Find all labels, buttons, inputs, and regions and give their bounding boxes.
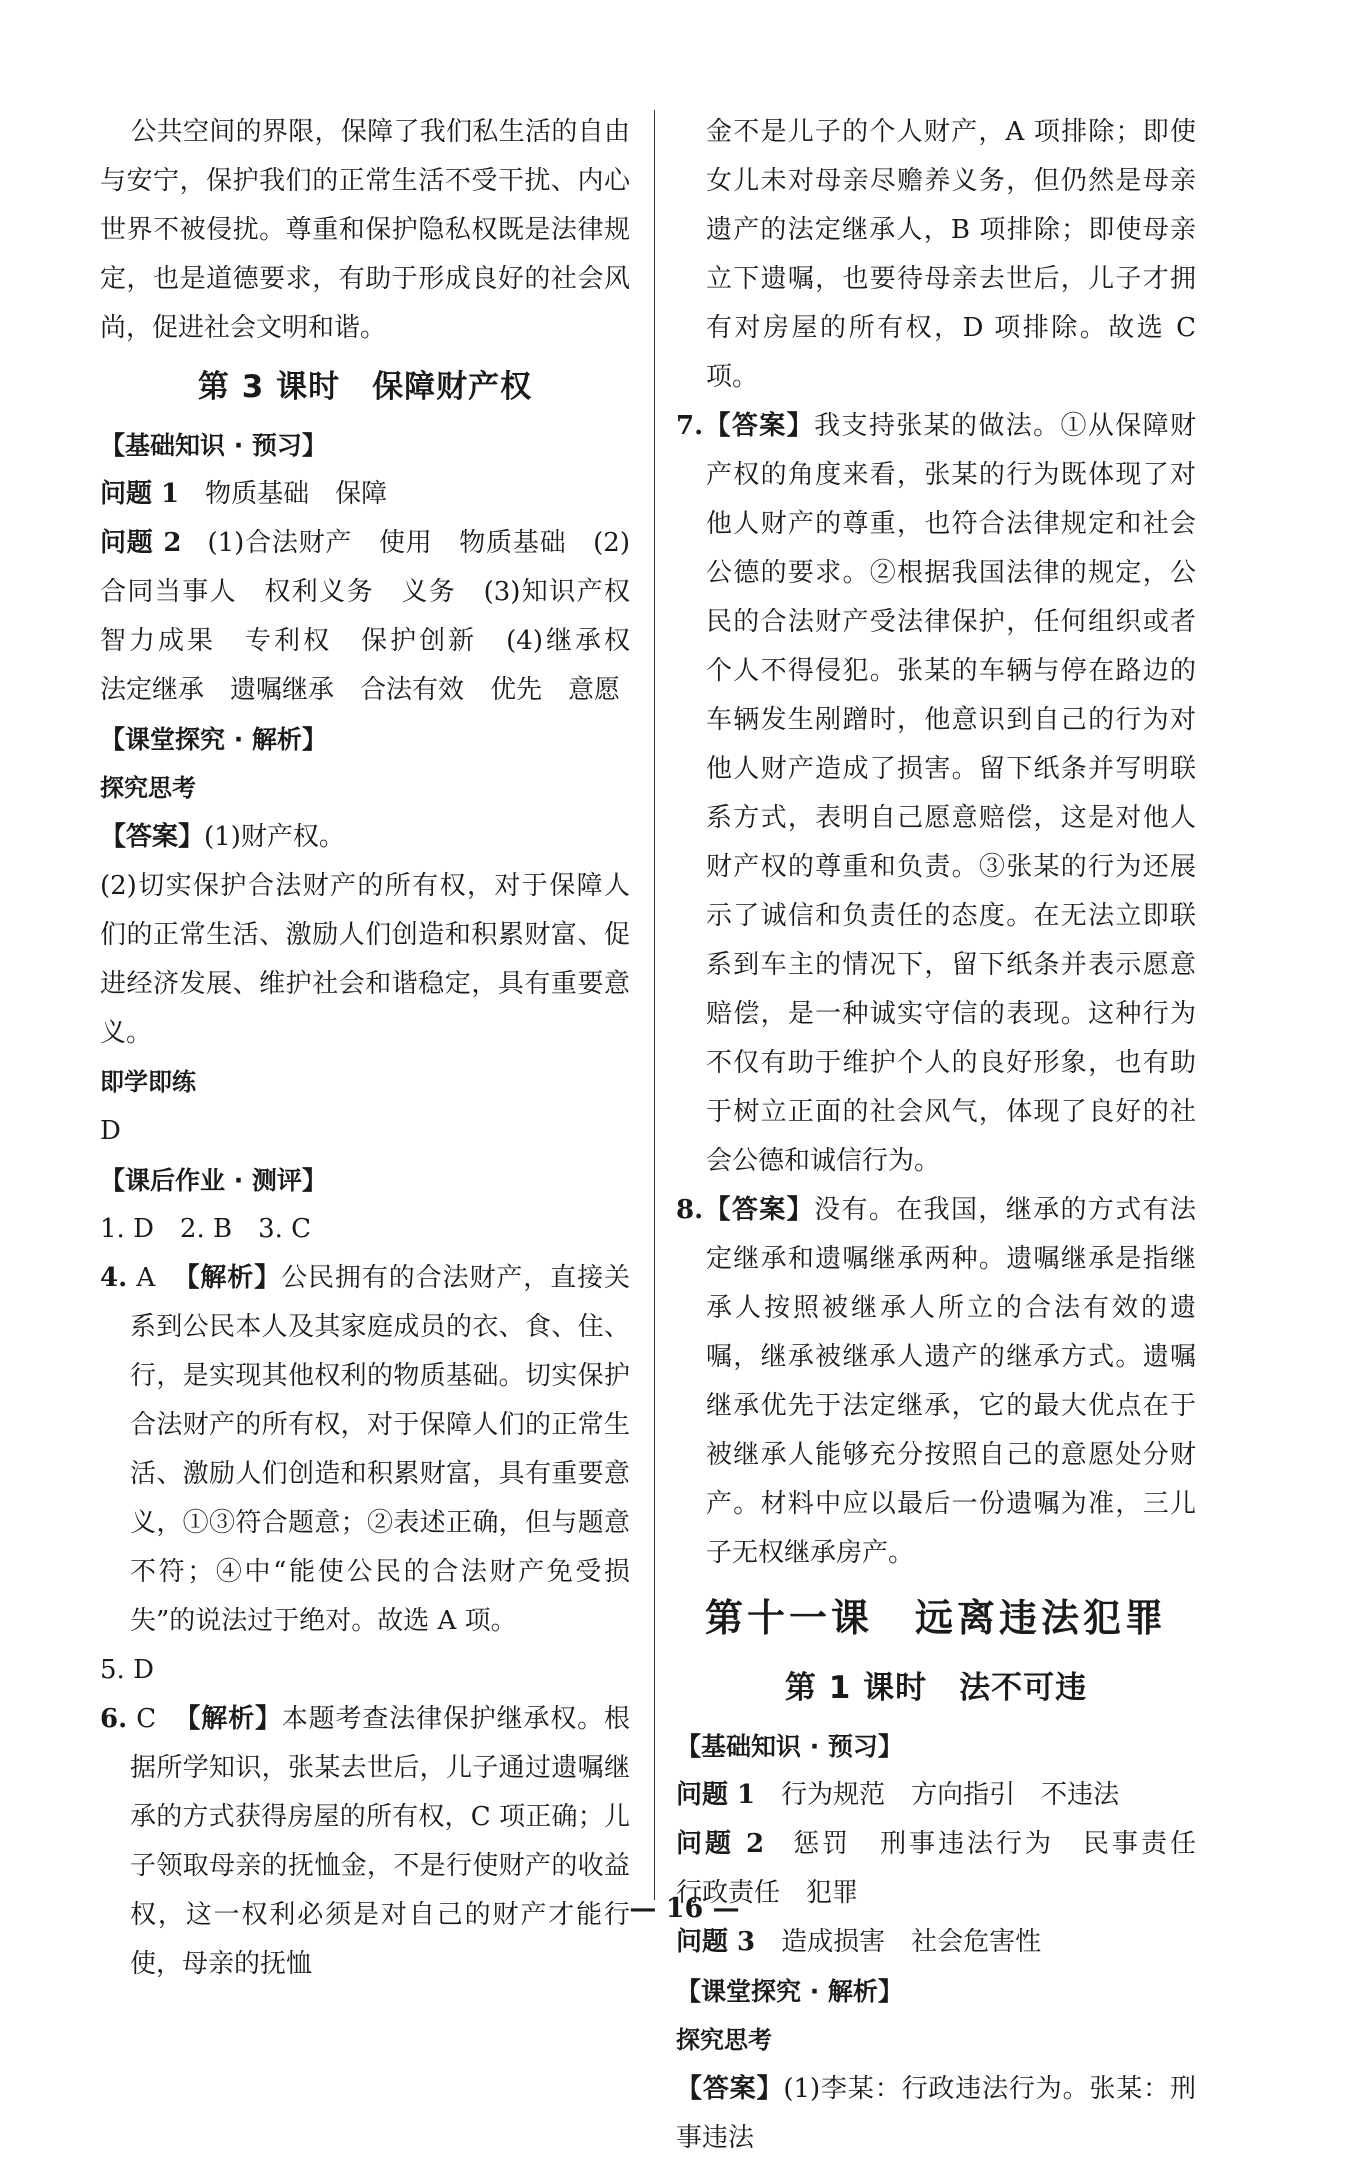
question-3-b: 问题 3 造成损害 社会危害性 (676, 1927, 1042, 1957)
unit-title: 第十一课 远离违法犯罪 (704, 1595, 1167, 1640)
explore-think-label-2: 探究思考 (676, 2026, 772, 2054)
column-divider (654, 110, 655, 1900)
explore-answer-b: 【答案】(1)李某：行政违法行为。张某：刑事违法 (676, 2074, 1196, 2153)
lesson-title: 第 3 课时 保障财产权 (197, 369, 533, 405)
explore-answer-1: 【答案】(1)财产权。 (100, 822, 345, 852)
homework-item-4: 4. A 【解析】公民拥有的合法财产，直接关系到公民本人及其家庭成员的衣、食、住、行，是实现其他权利的物质基础。切实保护合法财产的所有权，对于保障人们的正常生活、激励人们创造和积累财富，具有重要意义，①③符合题意；②表述正确，但与题意不符；④中“能使公民的合法财产免受损失”的说法过于绝对。故选 A 项。 (100, 1263, 630, 1636)
practice-label: 即学即练 (100, 1068, 196, 1096)
homework-item-8: 8.【答案】没有。在我国，继承的方式有法定继承和遗嘱继承两种。遗嘱继承是指继承人按照被继承人所立的合法有效的遗嘱，继承被继承人遗产的继承方式。遗嘱继承优先于法定继承，它的最大优点在于被继承人能够充分按照自己的意愿处分财产。材料中应以最后一份遗嘱为准，三儿子无权继承房产。 (676, 1195, 1196, 1568)
intro-paragraph: 公共空间的界限，保障了我们私生活的自由与安宁，保护我们的正常生活不受干扰、内心世界不被侵扰。尊重和保护隐私权既是法律规定，也是道德要求，有助于形成良好的社会风尚，促进社会文明和谐。 (100, 117, 630, 343)
homework-item-7: 7.【答案】我支持张某的做法。①从保障财产权的角度来看，张某的行为既体现了对他人财产的尊重，也符合法律规定和社会公德的要求。②根据我国法律的规定，公民的合法财产受法律保护，任何组织或者个人不得侵犯。张某的车辆与停在路边的车辆发生剐蹭时，他意识到自己的行为对他人财产造成了损害。留下纸条并写明联系方式，表明自己愿意赔偿，这是对他人财产权的尊重和负责。③张某的行为还展示了诚信和负责任的态度。在无法立即联系到车主的情况下，留下纸条并表示愿意赔偿，是一种诚实守信的表现。这种行为不仅有助于维护个人的良好形象，也有助于树立正面的社会风气，体现了良好的社会公德和诚信行为。 (676, 411, 1196, 1176)
question-1-b: 问题 1 行为规范 方向指引 不违法 (676, 1780, 1120, 1810)
question-2-b: 问题 2 惩罚 刑事违法行为 民事责任 行政责任 犯罪 (676, 1829, 1222, 1908)
page-number: — 16 — (629, 1893, 740, 1924)
section-homework: 【课后作业 · 测评】 (100, 1166, 327, 1195)
practice-answer: D (100, 1116, 121, 1146)
homework-item-6: 6. C 【解析】本题考查法律保护继承权。根据所学知识，张某去世后，儿子通过遗嘱继承的方式获得房屋的所有权，C 项正确；儿子领取母亲的抚恤金，不是行使财产的收益权，这一权利必须是对自己的财产才能行使，母亲的抚恤 (100, 1704, 631, 1979)
section-classroom-explore-2: 【课堂探究 · 解析】 (676, 1977, 903, 2006)
section-basic-knowledge: 【基础知识 · 预习】 (100, 431, 327, 460)
question-2: 问题 2 (1)合法财产 使用 物质基础 (2)合同当事人 权利义务 义务 (3)知识产权 智力成果 专利权 保护创新 (4)继承权 法定继承 遗嘱继承 合法有效 优先 意愿 (100, 528, 657, 705)
section-basic-knowledge-2: 【基础知识 · 预习】 (676, 1732, 903, 1761)
homework-answers-1-3: 1. D 2. B 3. C (100, 1214, 312, 1244)
explore-think-label: 探究思考 (100, 774, 196, 802)
right-column (676, 108, 1222, 2163)
left-column (100, 108, 657, 1989)
explore-answer-2: (2)切实保护合法财产的所有权，对于保障人们的正常生活、激励人们创造和积累财富、促进经济发展、维护社会和谐稳定，具有重要意义。 (100, 871, 630, 1048)
section-classroom-explore: 【课堂探究 · 解析】 (100, 725, 327, 754)
homework-item-5: 5. D (100, 1655, 154, 1685)
lesson-title-2: 第 1 课时 法不可违 (784, 1670, 1088, 1706)
homework-item-6-continued: 金不是儿子的个人财产，A 项排除；即使女儿未对母亲尽赡养义务，但仍然是母亲遗产的法定继承人，B 项排除；即使母亲立下遗嘱，也要待母亲去世后，儿子才拥有对房屋的所有权，D 项排除。故选 C 项。 (706, 117, 1205, 392)
question-1: 问题 1 物质基础 保障 (100, 479, 388, 509)
